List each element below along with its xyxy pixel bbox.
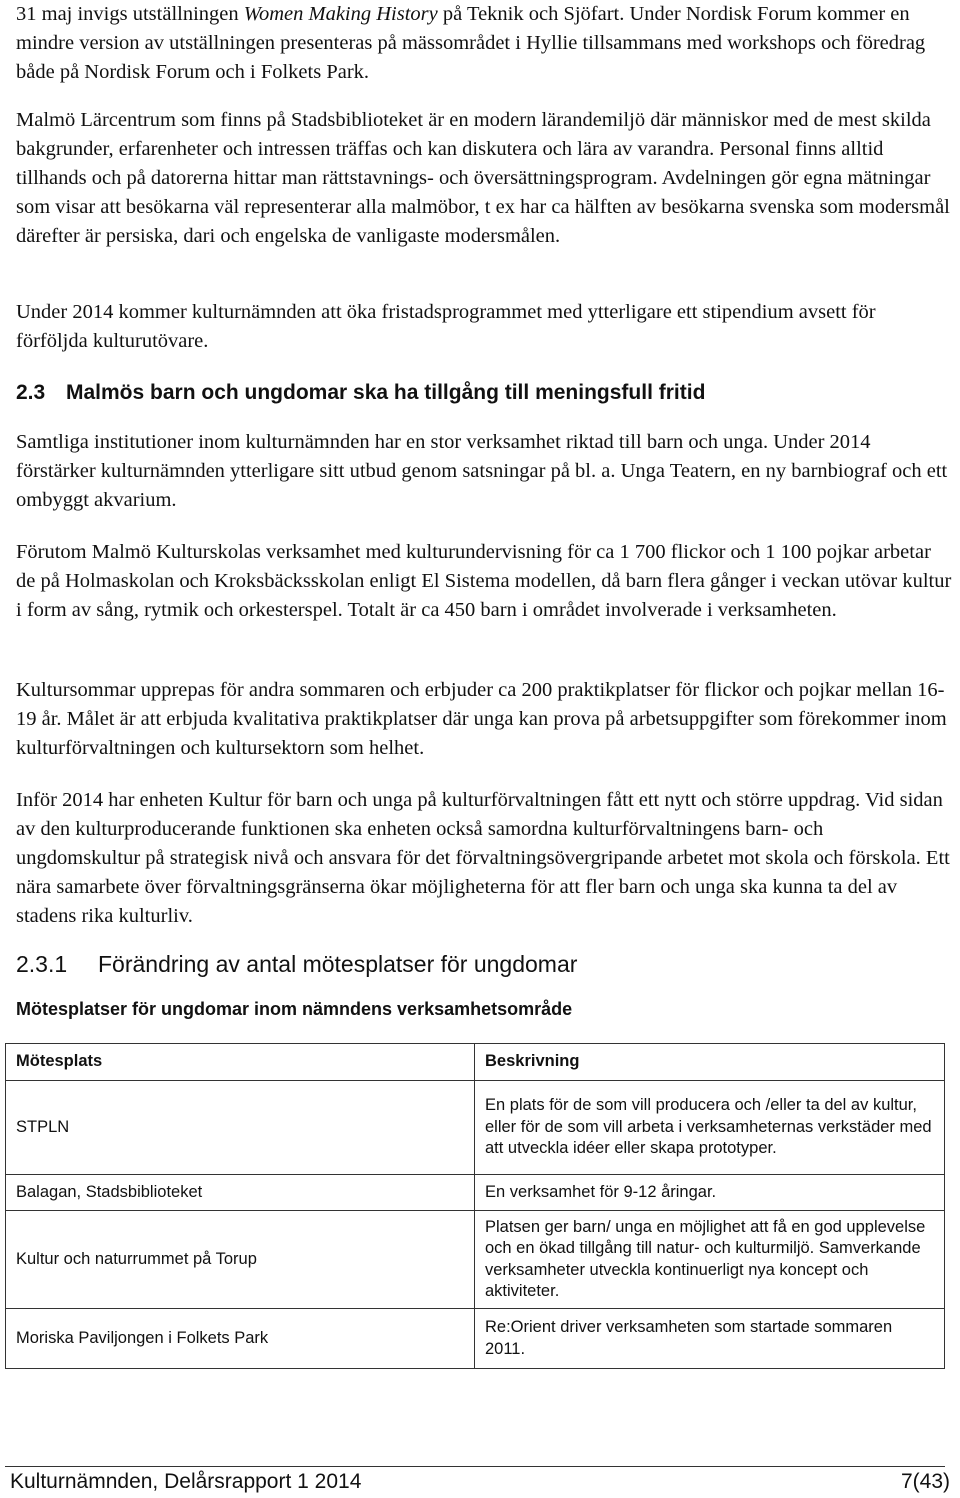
table-row [6,1309,945,1369]
section-heading-2-3-1 [16,951,577,978]
section-title: Malmös barn och ungdomar ska ha tillgång till meningsfull fritid [66,381,706,404]
section-number: 2.3.1 [16,951,68,977]
paragraph-kultur-barn-unga: Inför 2014 har enheten Kultur för barn och unga på kulturförvaltningen fått ett nytt och större uppdrag. Vid sidan av den kulturproducerande funktionen ska enheten också samordna kulturförvaltningens barn- och ungdomskultur på strategisk nivå och ansvara för det förvaltningsövergripande arbetet mot skola och förskola. Ett nära samarbete över förvaltningsgränserna ökar möjligheterna för att fler barn och unga ska kunna ta del av stadens rika kulturliv. [16,789,950,927]
section-number: 2.3 [16,381,46,404]
table-row [6,1175,945,1211]
footer-document-title: Kulturnämnden, Delårsrapport 1 2014 [10,1470,362,1493]
footer-page-number: 7(43) [900,1470,950,1493]
table-caption: Mötesplatser för ungdomar inom nämndens verksamhetsområde [16,999,573,1019]
cell-place: Moriska Paviljongen i Folkets Park [6,1309,475,1369]
paragraph-text: på Teknik och Sjöfart. Under Nordisk Forum kommer en mindre version av utställningen presenteras på mässområdet i Hyllie tillsammans med workshops och föredrag både på Nordisk Forum och i Folkets Park. [16,3,926,83]
exhibition-title: Women Making History [243,3,438,25]
paragraph-exhibition [16,0,952,87]
meeting-places-table [5,1043,945,1369]
paragraph-fristad: Under 2014 kommer kulturnämnden att öka fristadsprogrammet med ytterligare ett stipendium avsett för förföljda kulturutövare. [16,301,876,352]
column-header-place: Mötesplats [6,1044,475,1081]
column-header-description: Beskrivning [475,1044,945,1081]
paragraph-kultursommar: Kultursommar upprepas för andra sommaren och erbjuder ca 200 praktikplatser för flickor och pojkar mellan 16-19 år. Målet är att erbjuda kvalitativa praktikplatser där unga kan prova på arbetsuppgifter som förekommer inom kulturförvaltningen och kultursektorn som helhet. [16,679,947,759]
cell-place: STPLN [6,1081,475,1175]
footer-divider [5,1466,945,1467]
cell-description: En verksamhet för 9-12 åringar. [475,1175,945,1211]
section-heading-2-3 [16,381,705,405]
table-header-row [6,1044,945,1081]
paragraph-kulturskola: Förutom Malmö Kulturskolas verksamhet med kulturundervisning för ca 1 700 flickor och 1 100 pojkar arbetar de på Holmaskolan och Kroksbäcksskolan enligt El Sistema modellen, då barn flera gånger i veckan utövar kultur i form av sång, rytmik och orkesterspel. Totalt är ca 450 barn i området involverade i verksamheten. [16,541,952,621]
cell-description: En plats för de som vill producera och /eller ta del av kultur, eller för de som vill arbeta i verksamheternas verkstäder med att utveckla idéer eller skapa prototyper. [475,1081,945,1175]
cell-place: Kultur och naturrummet på Torup [6,1211,475,1309]
paragraph-larcentrum: Malmö Lärcentrum som finns på Stadsbiblioteket är en modern lärandemiljö där människor med de mest skilda bakgrunder, erfarenheter och intressen träffas och kan diskutera och lära av varandra. Personal finns alltid tillhands och på datorerna hittar man rättstavnings- och översättningsprogram. Avdelningen gör egna mätningar som visar att besökarna väl representerar alla malmöbor, t ex har ca hälften av besökarna svenska som modersmål därefter är persiska, dari och engelska de vanligaste modersmålen. [16,109,950,247]
table-row [6,1211,945,1309]
paragraph-text: 31 maj invigs utställningen [16,3,244,25]
cell-place: Balagan, Stadsbiblioteket [6,1175,475,1211]
paragraph-institutions: Samtliga institutioner inom kulturnämnden har en stor verksamhet riktad till barn och unga. Under 2014 förstärker kulturnämnden ytterligare sitt utbud genom satsningar på bl. a. Unga Teatern, en ny barnbiograf och ett ombyggt akvarium. [16,431,948,511]
cell-description: Platsen ger barn/ unga en möjlighet att få en god upplevelse och en ökad tillgång till natur- och kulturmiljö. Samverkande verksamheter utveckla kontinuerligt nya koncept och aktiviteter. [475,1211,945,1309]
section-title: Förändring av antal mötesplatser för ungdomar [98,951,578,977]
cell-description: Re:Orient driver verksamheten som startade sommaren 2011. [475,1309,945,1369]
table-row [6,1081,945,1175]
